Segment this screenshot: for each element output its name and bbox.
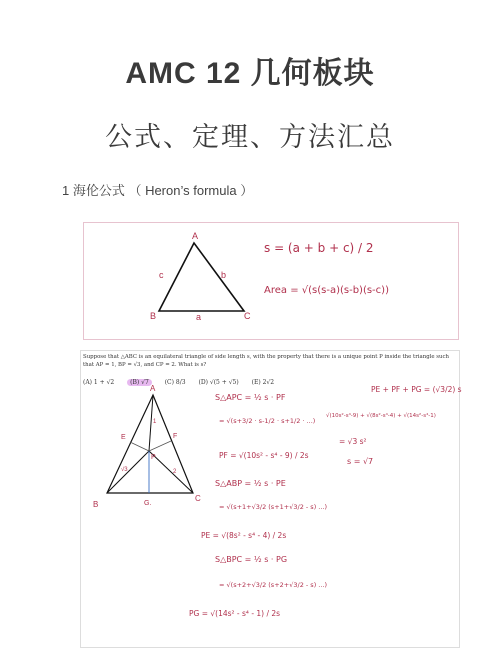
note-heron-apc: = √(s+3/2 · s-1/2 · s+1/2 · ...) [219,417,316,425]
note-pg: PG = √(14s² - s⁴ - 1) / 2s [189,609,281,618]
note-heron-abp: = √(s+1+√3/2 (s+1+√3/2 - s) ...) [219,503,328,511]
fig-length-2: 2 [173,469,177,475]
choice-c: (C) 8/3 [164,379,186,386]
perpendicular-pf [149,441,171,451]
note-area-bpc: S△BPC = ½ s · PG [215,555,288,564]
fig-length-root3: √3 [121,467,128,473]
choice-e: (E) 2√2 [251,379,275,386]
fig-length-1: 1 [153,419,157,425]
perpendicular-pe [130,442,149,451]
section-heading: 1 海伦公式 （ Heron’s formula ） [62,183,254,198]
fig-point-g: G. [144,500,152,507]
page-subtitle: 公式、定理、方法汇总 [105,122,395,152]
choice-a: (A) 1 + √2 [83,379,115,386]
vertex-b-label: B [150,311,157,321]
vertex-c-label: C [244,311,251,321]
semiperimeter-formula: s = (a + b + c) / 2 [264,241,374,255]
heron-formula-panel [83,222,459,340]
fig-point-e: E [121,434,126,441]
side-a-label: a [196,312,202,322]
fig-point-p: P [151,454,156,461]
note-sum-equals: = √3 s² [339,437,367,446]
note-answer: s = √7 [347,457,374,466]
side-c-label: c [159,270,164,280]
page-title: AMC 12 几何板块 [125,57,375,90]
vertex-a-label: A [192,231,199,241]
note-sum-roots: √(10s²-s⁴-9) + √(8s²-s⁴-4) + √(14s²-s⁴-1) [326,413,436,419]
note-pf: PF = √(10s² - s⁴ - 9) / 2s [219,451,309,460]
note-pe: PE = √(8s² - s⁴ - 4) / 2s [201,531,287,540]
note-sum-heights: PE + PF + PG = (√3/2) s [371,385,462,394]
fig-vertex-b: B [93,500,99,509]
heron-triangle [159,243,244,311]
note-heron-bpc: = √(s+2+√3/2 (s+2+√3/2 - s) ...) [219,581,328,589]
fig-vertex-c: C [195,494,201,503]
side-b-label: b [221,270,227,280]
fig-point-f: F [173,433,178,440]
problem-text: Suppose that △ABC is an equilateral triangle of side length s, with the property that there is a unique point P inside the triangle such that AP = 1, BP = √3, and CP = 2. What is s? [83,354,449,368]
note-area-apc: S△APC = ½ s · PF [215,393,286,402]
choice-d: (D) √(5 + √5) [198,379,239,386]
problem-panel [80,350,460,648]
area-formula: Area = √(s(s-a)(s-b)(s-c)) [264,285,389,296]
choice-b: (B) √7 [127,379,152,386]
fig-vertex-a: A [150,384,156,393]
segment-bp [107,451,149,493]
note-area-abp: S△ABP = ½ s · PE [215,479,286,488]
